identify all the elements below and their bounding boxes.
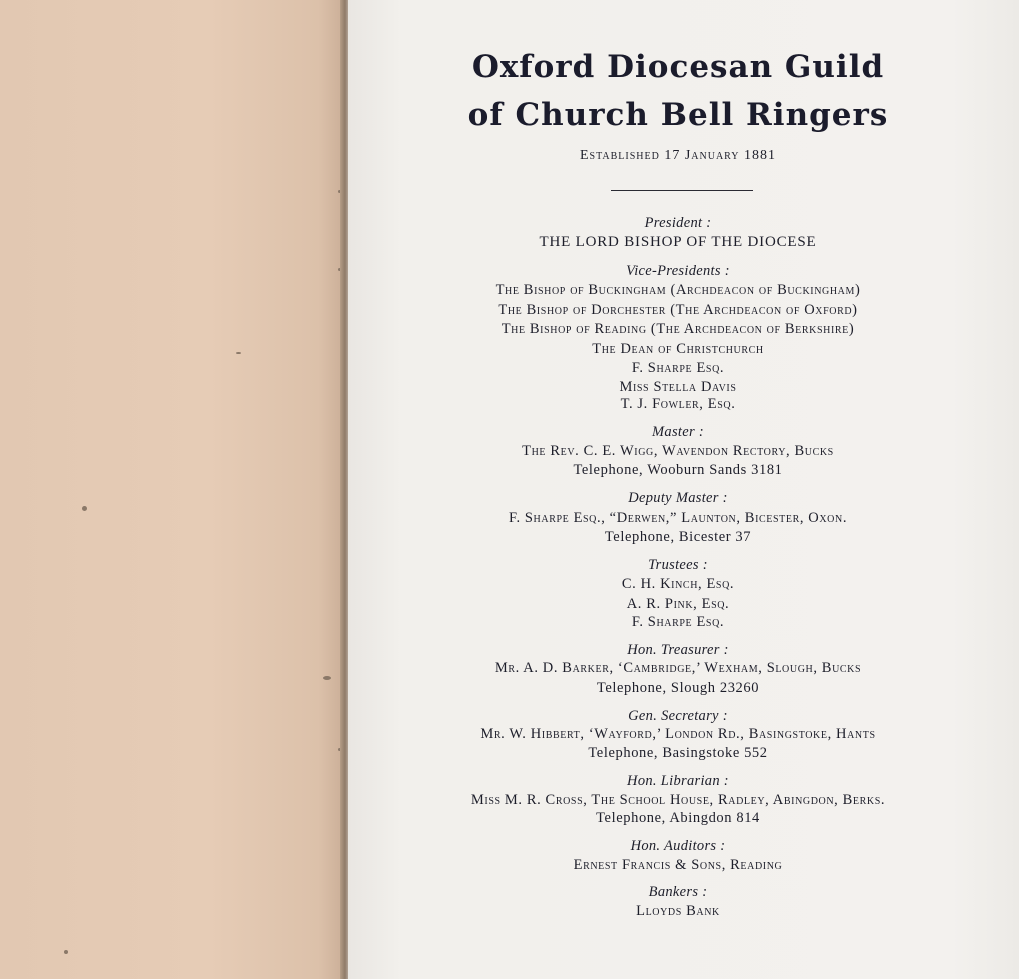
paper-speck: [236, 352, 241, 354]
established-date: Established 17 January 1881: [579, 148, 777, 163]
vice-president-entry: F. Sharpe Esq.: [631, 360, 725, 376]
deputy-master-label: Deputy Master :: [628, 490, 728, 506]
left-page-blank: [0, 0, 346, 979]
deputy-master-address: F. Sharpe Esq., “Derwen,” Launton, Bicester, Oxon.: [508, 510, 848, 526]
secretary-label: Gen. Secretary :: [628, 708, 728, 724]
treasurer-telephone: Telephone, Slough 23260: [596, 680, 760, 696]
paper-speck: [64, 950, 68, 954]
president-label: President :: [644, 215, 712, 231]
guild-title-line-2: of Church Bell Ringers: [467, 97, 889, 133]
deputy-master-telephone: Telephone, Bicester 37: [604, 529, 752, 545]
trustee-entry: F. Sharpe Esq.: [631, 614, 725, 630]
librarian-label: Hon. Librarian :: [627, 773, 729, 789]
guild-title-line-1: Oxford Diocesan Guild: [471, 49, 885, 85]
vice-president-entry: Miss Stella Davis: [619, 379, 737, 395]
master-label: Master :: [652, 424, 704, 440]
treasurer-address: Mr. A. D. Barker, ‘Cambridge,’ Wexham, Slough, Bucks: [494, 660, 862, 676]
master-address: The Rev. C. E. Wigg, Wavendon Rectory, Bucks: [522, 443, 834, 459]
trustee-entry: A. R. Pink, Esq.: [626, 596, 730, 612]
auditors-label: Hon. Auditors :: [630, 838, 726, 854]
vice-president-entry: T. J. Fowler, Esq.: [620, 396, 736, 412]
trustee-entry: C. H. Kinch, Esq.: [621, 576, 735, 592]
secretary-telephone: Telephone, Basingstoke 552: [588, 745, 768, 761]
vice-presidents-label: Vice-Presidents :: [626, 263, 730, 279]
trustees-label: Trustees :: [648, 557, 708, 573]
treasurer-label: Hon. Treasurer :: [627, 642, 729, 658]
secretary-address: Mr. W. Hibbert, ‘Wayford,’ London Rd., Basingstoke, Hants: [480, 726, 876, 742]
vice-president-entry: The Bishop of Reading (The Archdeacon of Berkshire): [501, 321, 855, 337]
librarian-address: Miss M. R. Cross, The School House, Radley, Abingdon, Berks.: [470, 792, 886, 808]
paper-speck: [82, 506, 87, 511]
title-divider: [611, 190, 753, 191]
vice-president-entry: The Bishop of Buckingham (Archdeacon of Buckingham): [495, 282, 861, 298]
vice-president-entry: The Bishop of Dorchester (The Archdeacon of Oxford): [498, 302, 858, 318]
president-name: THE LORD BISHOP OF THE DIOCESE: [539, 234, 817, 250]
vice-president-entry: The Dean of Christchurch: [592, 341, 764, 357]
paper-speck: [323, 676, 331, 680]
master-telephone: Telephone, Wooburn Sands 3181: [573, 462, 783, 478]
librarian-telephone: Telephone, Abingdon 814: [596, 810, 760, 826]
right-page: [348, 0, 1019, 979]
bankers-label: Bankers :: [648, 884, 708, 900]
bankers-name: Lloyds Bank: [636, 903, 720, 919]
auditors-name: Ernest Francis & Sons, Reading: [573, 857, 783, 873]
